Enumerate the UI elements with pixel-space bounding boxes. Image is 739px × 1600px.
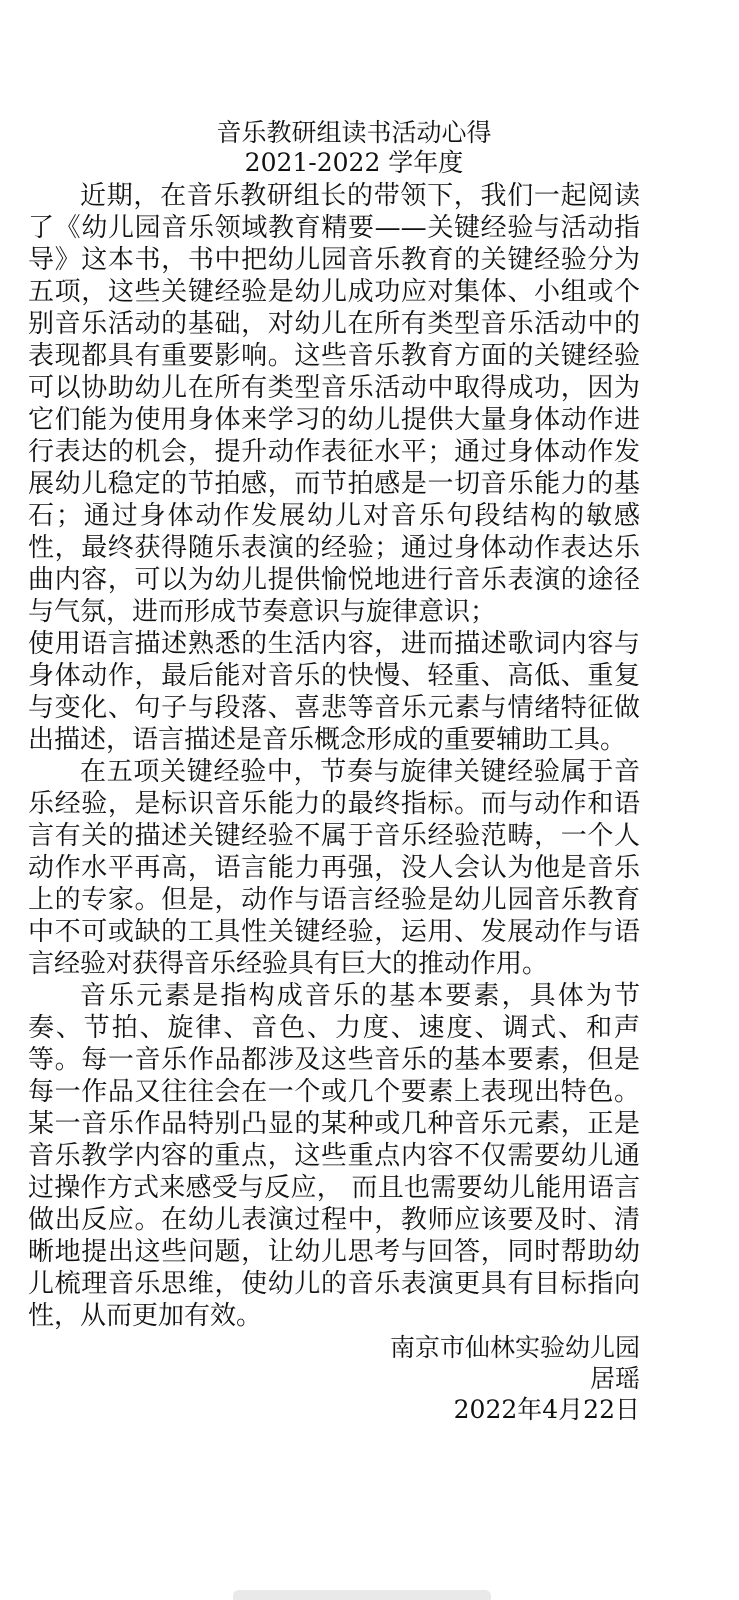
document-body [28, 118, 640, 1425]
document-title: 音乐教研组读书活动心得 [216, 118, 492, 147]
paragraph-1: 近期，在音乐教研组长的带领下，我们一起阅读了《幼儿园音乐领域教育精要——关键经验与活动指导》这本书，书中把幼儿园音乐教育的关键经验分为五项，这些关键经验是幼儿成功应对集体、小组或个别音乐活动的基础，对幼儿在所有类型音乐活动中的表现都具有重要影响。这些音乐教育方面的关键经验可以协助幼儿在所有类型音乐活动中取得成功，因为它们能为使用身体来学习的幼儿提供大量身体动作进行表达的机会，提升动作表征水平；通过身体动作发展幼儿稳定的节拍感，而节拍感是一切音乐能力的基石；通过身体动作发展幼儿对音乐句段结构的敏感性，最终获得随乐表演的经验；通过身体动作表达乐曲内容，可以为幼儿提供愉悦地进行音乐表演的途径与气氛，进而形成节奏意识与旋律意识； [28, 181, 640, 627]
signature-date: 2022年4月22日 [453, 1395, 640, 1424]
paragraph-2: 使用语言描述熟悉的生活内容，进而描述歌词内容与身体动作，最后能对音乐的快慢、轻重、高低、重复与变化、句子与段落、喜悲等音乐元素与情绪特征做出描述，语言描述是音乐概念形成的重要辅助工具。 [28, 629, 640, 755]
signature-organization: 南京市仙林实验幼儿园 [389, 1333, 640, 1362]
school-year: 2021-2022 学年度 [244, 148, 464, 177]
paragraph-3: 在五项关键经验中，节奏与旋律关键经验属于音乐经验，是标识音乐能力的最终指标。而与动作和语言有关的描述关键经验不属于音乐经验范畴，一个人动作水平再高，语言能力再强，没人会认为他是音乐上的专家。但是，动作与语言经验是幼儿园音乐教育中不可或缺的工具性关键经验，运用、发展动作与语言经验对获得音乐经验具有巨大的推动作用。 [28, 757, 640, 979]
home-indicator[interactable] [233, 1590, 491, 1600]
paragraph-4: 音乐元素是指构成音乐的基本要素，具体为节奏、节拍、旋律、音色、力度、速度、调式、和声等。每一音乐作品都涉及这些音乐的基本要素，但是每一作品又往往会在一个或几个要素上表现出特色。某一音乐作品特别凸显的某种或几种音乐元素，正是音乐教学内容的重点，这些重点内容不仅需要幼儿通过操作方式来感受与反应， 而且也需要幼儿能用语言做出反应。在幼儿表演过程中，教师应该要及时、清晰地提出这些问题，让幼儿思考与回答，同时帮助幼儿梳理音乐思维，使幼儿的音乐表演更具有目标指向性，从而更加有效。 [28, 981, 640, 1331]
signature-author: 居瑶 [589, 1364, 640, 1393]
